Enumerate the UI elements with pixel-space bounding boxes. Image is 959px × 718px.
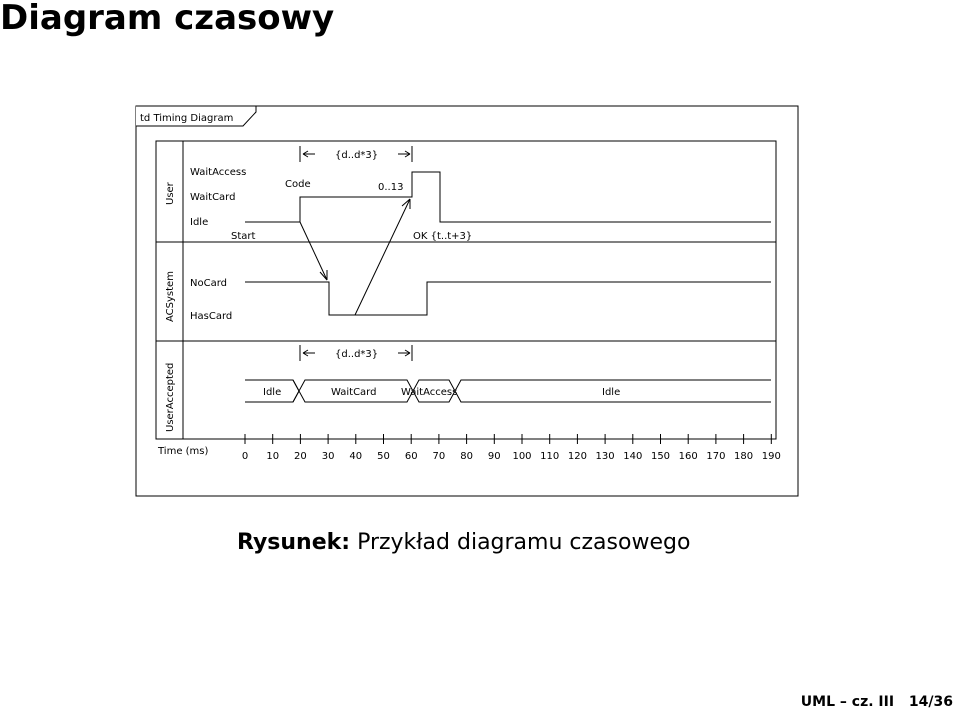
time-tick-label: 110 [540,451,560,462]
time-tick-label: 150 [650,451,671,462]
label-range: 0..13 [378,182,404,193]
time-tick-label: 70 [432,451,446,462]
time-tick-label: 30 [321,451,335,462]
time-tick-label: 140 [623,451,643,462]
time-tick-label: 130 [595,451,615,462]
band-label-waitcard: WaitCard [331,387,377,398]
duration-constraint-top: {d..d*3} [335,150,379,161]
time-tick-label: 190 [761,451,781,462]
label-ok: OK {t..t+3} [413,231,473,242]
time-tick-label: 50 [377,451,390,462]
state-label-idle: Idle [190,217,209,228]
frame-label: td Timing Diagram [140,113,234,124]
band-label-idle-1: Idle [263,387,282,398]
lifeline-name-user: User [165,182,176,205]
time-tick-label: 120 [567,451,587,462]
caption-label: Rysunek: [237,530,351,555]
state-label-waitaccess: WaitAccess [190,167,247,178]
time-tick-label: 160 [678,451,698,462]
slide-footer [791,694,953,710]
state-label-nocard: NoCard [190,278,227,289]
lifeline-name-useraccepted: UserAccepted [165,362,176,432]
time-tick-label: 40 [349,451,363,462]
time-tick-label: 180 [734,451,754,462]
time-tick-label: 100 [512,451,532,462]
time-tick-label: 90 [487,451,501,462]
time-tick-label: 0 [241,451,249,462]
slide-title: Diagram czasowy [0,0,335,38]
footer-course: UML – cz. III [800,694,895,710]
caption-text: Przykład diagramu czasowego [357,530,691,555]
label-start: Start [231,231,256,242]
time-tick-label: 60 [404,451,418,462]
duration-constraint-bottom: {d..d*3} [335,349,379,360]
time-tick-label: 170 [706,451,726,462]
footer-page: 14/36 [908,694,953,710]
state-label-hascard: HasCard [190,311,233,322]
time-axis-label: Time (ms) [158,446,209,457]
figure-caption [237,530,690,555]
label-code: Code [285,179,311,190]
time-tick-label: 10 [266,451,280,462]
time-tick-label: 80 [460,451,473,462]
band-label-idle-2: Idle [602,387,621,398]
lifeline-name-acsystem: ACSystem [165,271,176,322]
time-tick-label: 20 [294,451,307,462]
state-label-waitcard: WaitCard [190,192,236,203]
band-label-waitaccess: WaitAccess [401,387,458,398]
